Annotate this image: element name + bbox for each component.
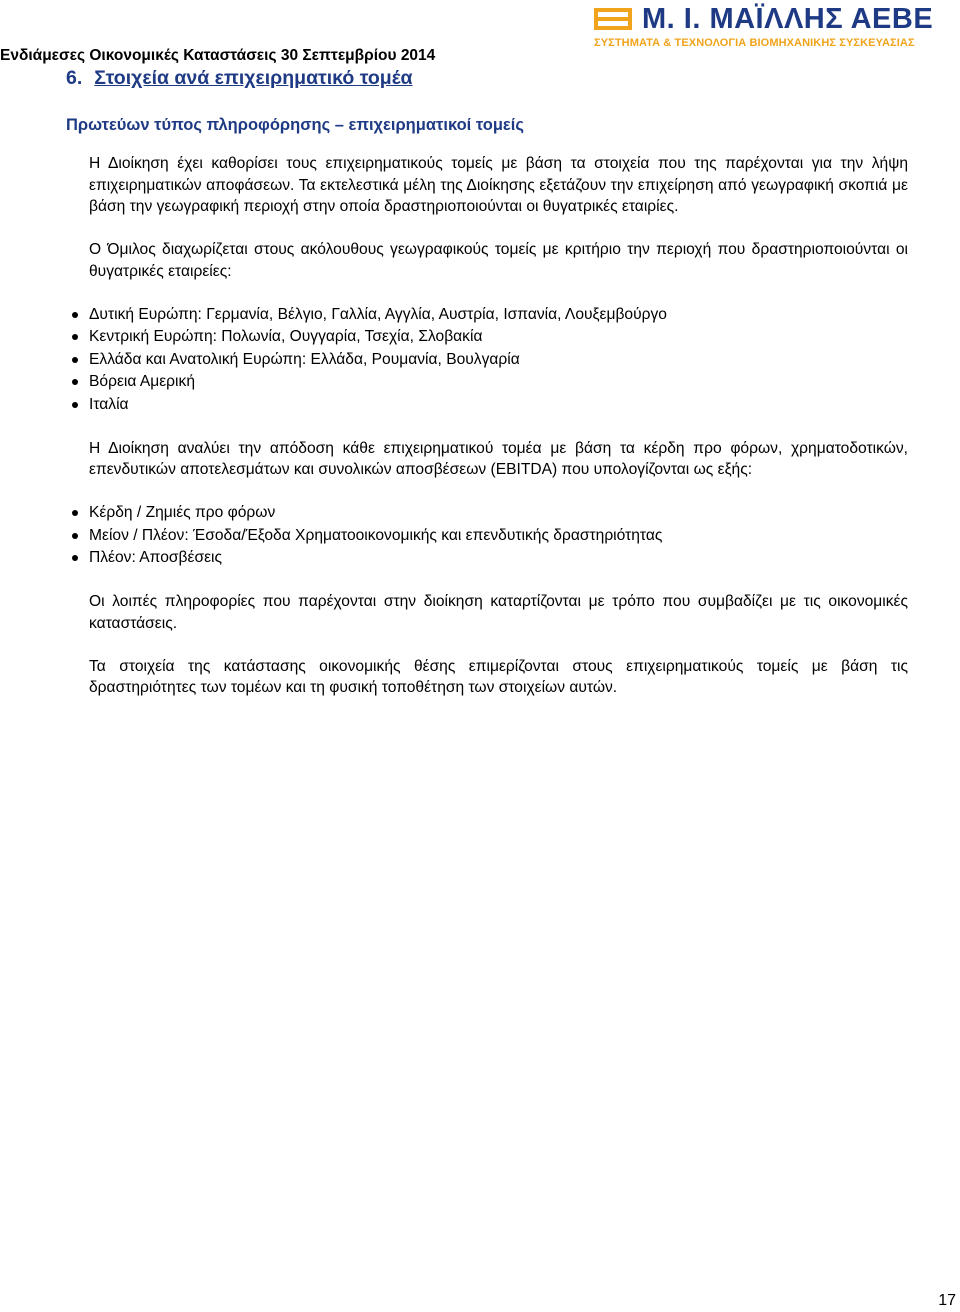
paragraph-financial-position: Τα στοιχεία της κατάστασης οικονομικής θέσης επιμερίζονται στους επιχειρηματικούς τομείς με βάση τις δραστηριότητες των τομέων και τη φυσική τοποθέτηση των στοιχείων αυτών. xyxy=(89,657,908,696)
list-item-text: Ελλάδα και Ανατολική Ευρώπη: Ελλάδα, Ρουμανία, Βουλγαρία xyxy=(89,350,520,368)
logo-company-name: Μ. Ι. ΜΑΪΛΛΗΣ ΑΕΒΕ xyxy=(642,3,934,35)
bullet-icon xyxy=(72,379,78,385)
list-item xyxy=(89,304,908,327)
bullet-icon xyxy=(72,312,78,318)
logo-mark-icon xyxy=(594,8,632,30)
paragraph-segment-definition: Η Διοίκηση έχει καθορίσει τους επιχειρηματικούς τομείς με βάση τα στοιχεία που της παρέχονται για την λήψη επιχειρηματικών αποφάσεων. Τα εκτελεστικά μέλη της Διοίκησης εξετάζουν την επιχείρηση από γεωγραφική σκοπιά με βάση την γεωγραφική περιοχή στην οποία δραστηριοποιούνται οι θυγατρικές εταιρίες. xyxy=(89,155,908,215)
segments-list xyxy=(89,304,908,417)
logo-main-row xyxy=(594,4,960,34)
list-item-text: Δυτική Ευρώπη: Γερμανία, Βέλγιο, Γαλλία, Αγγλία, Αυστρία, Ισπανία, Λουξεμβούργο xyxy=(89,305,667,323)
subsection-title: Πρωτεύων τύπος πληροφόρησης – επιχειρηματικοί τομείς xyxy=(66,116,524,134)
list-item-text: Πλέον: Αποσβέσεις xyxy=(89,549,222,566)
section-number: 6. xyxy=(66,67,83,89)
section-title xyxy=(66,67,413,90)
document-body xyxy=(89,153,908,699)
list-item xyxy=(89,326,908,349)
list-item xyxy=(89,547,908,570)
report-header: Ενδιάμεσες Οικονομικές Καταστάσεις 30 Σεπτεμβρίου 2014 xyxy=(0,47,436,64)
paragraph-geographic-segments: Ο Όμιλος διαχωρίζεται στους ακόλουθους γεωγραφικούς τομείς με κριτήριο την περιοχή που δραστηριοποιούνται οι θυγατρικές εταιρείες: xyxy=(89,241,908,280)
list-item xyxy=(89,394,908,417)
list-item-text: Μείον / Πλέον: Έσοδα/Έξοδα Χρηματοοικονομικής και επενδυτικής δραστηριότητας xyxy=(89,526,663,544)
list-item-text: Κέρδη / Ζημιές προ φόρων xyxy=(89,504,276,521)
section-title-text: Στοιχεία ανά επιχειρηματικό τομέα xyxy=(94,67,413,89)
bullet-icon xyxy=(72,357,78,363)
bullet-icon xyxy=(72,510,78,516)
page-number: 17 xyxy=(938,1292,956,1309)
bullet-icon xyxy=(72,334,78,340)
paragraph-other-information: Οι λοιπές πληροφορίες που παρέχονται στην διοίκηση καταρτίζονται με τρόπο που συμβαδίζει με τις οικονομικές καταστάσεις. xyxy=(89,593,908,632)
paragraph-ebitda: Η Διοίκηση αναλύει την απόδοση κάθε επιχειρηματικού τομέα με βάση τα κέρδη προ φόρων, χρηματοδοτικών, επενδυτικών αποτελεσμάτων και συνολικών αποσβέσεων (EBITDA) που υπολογίζονται ως εξής: xyxy=(89,439,908,478)
ebitda-steps-list xyxy=(89,502,908,570)
bullet-icon xyxy=(72,555,78,561)
bullet-icon xyxy=(72,402,78,408)
list-item-text: Ιταλία xyxy=(89,395,129,413)
list-item xyxy=(89,525,908,548)
list-item xyxy=(89,502,908,525)
list-item-text: Βόρεια Αμερική xyxy=(89,373,195,390)
list-item xyxy=(89,349,908,372)
logo-tagline: ΣΥΣΤΗΜΑΤΑ & ΤΕΧΝΟΛΟΓΙΑ ΒΙΟΜΗΧΑΝΙΚΗΣ ΣΥΣΚΕΥΑΣΙΑΣ xyxy=(594,37,915,49)
list-item-text: Κεντρική Ευρώπη: Πολωνία, Ουγγαρία, Τσεχία, Σλοβακία xyxy=(89,328,483,345)
company-logo xyxy=(594,4,960,48)
bullet-icon xyxy=(72,533,78,539)
list-item xyxy=(89,371,908,394)
